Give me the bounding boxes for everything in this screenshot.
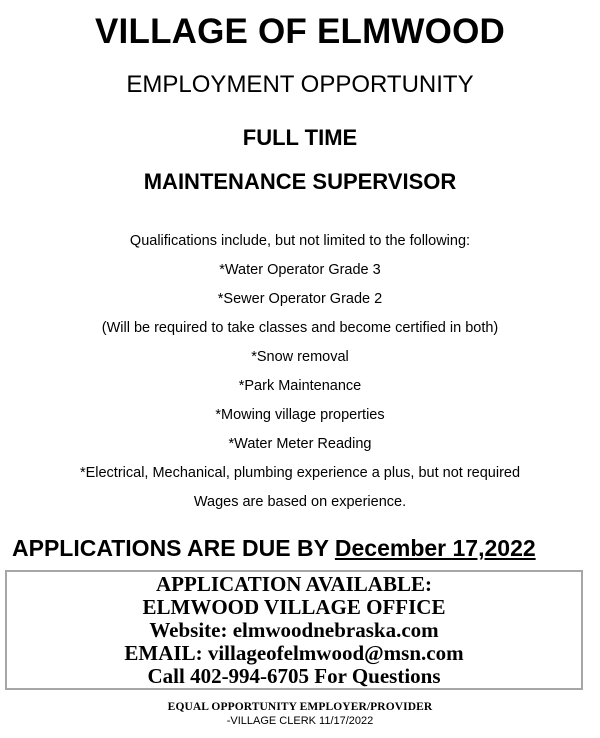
qualification-item: (Will be required to take classes and become certified in both) <box>101 320 499 336</box>
email-line: EMAIL: villageofelmwood@msn.com <box>124 640 464 665</box>
footer <box>0 700 600 728</box>
qualification-item: *Snow removal <box>251 349 349 365</box>
job-title: MAINTENANCE SUPERVISOR <box>143 169 457 194</box>
qualification-item: *Water Operator Grade 3 <box>219 262 381 278</box>
application-available-heading: APPLICATION AVAILABLE: <box>156 571 432 596</box>
deadline-date: December 17,2022 <box>334 535 536 561</box>
qualification-item: Wages are based on experience. <box>193 494 407 510</box>
deadline-label: APPLICATIONS ARE DUE BY <box>12 535 335 561</box>
office-name: ELMWOOD VILLAGE OFFICE <box>142 594 446 619</box>
qualification-item: *Sewer Operator Grade 2 <box>217 291 383 307</box>
page-title: VILLAGE OF ELMWOOD <box>95 12 505 51</box>
qualification-item: *Water Meter Reading <box>228 436 372 452</box>
equal-opportunity-statement: EQUAL OPPORTUNITY EMPLOYER/PROVIDER <box>167 701 433 713</box>
phone-line: Call 402-994-6705 For Questions <box>147 663 441 688</box>
contact-information-box <box>5 570 583 690</box>
qualification-item: *Mowing village properties <box>215 407 385 423</box>
website-line: Website: elmwoodnebraska.com <box>149 617 439 642</box>
village-clerk-line: -VILLAGE CLERK 11/17/2022 <box>226 715 374 727</box>
application-deadline <box>0 517 600 560</box>
position-block <box>0 97 600 193</box>
qualification-item: *Electrical, Mechanical, plumbing experience a plus, but not required <box>79 465 521 481</box>
qualification-item: *Park Maintenance <box>238 378 362 394</box>
subtitle: EMPLOYMENT OPPORTUNITY <box>126 71 474 98</box>
qualifications-intro: Qualifications include, but not limited to the following: <box>129 233 471 249</box>
employment-type: FULL TIME <box>242 125 358 150</box>
qualifications-block <box>0 193 600 517</box>
